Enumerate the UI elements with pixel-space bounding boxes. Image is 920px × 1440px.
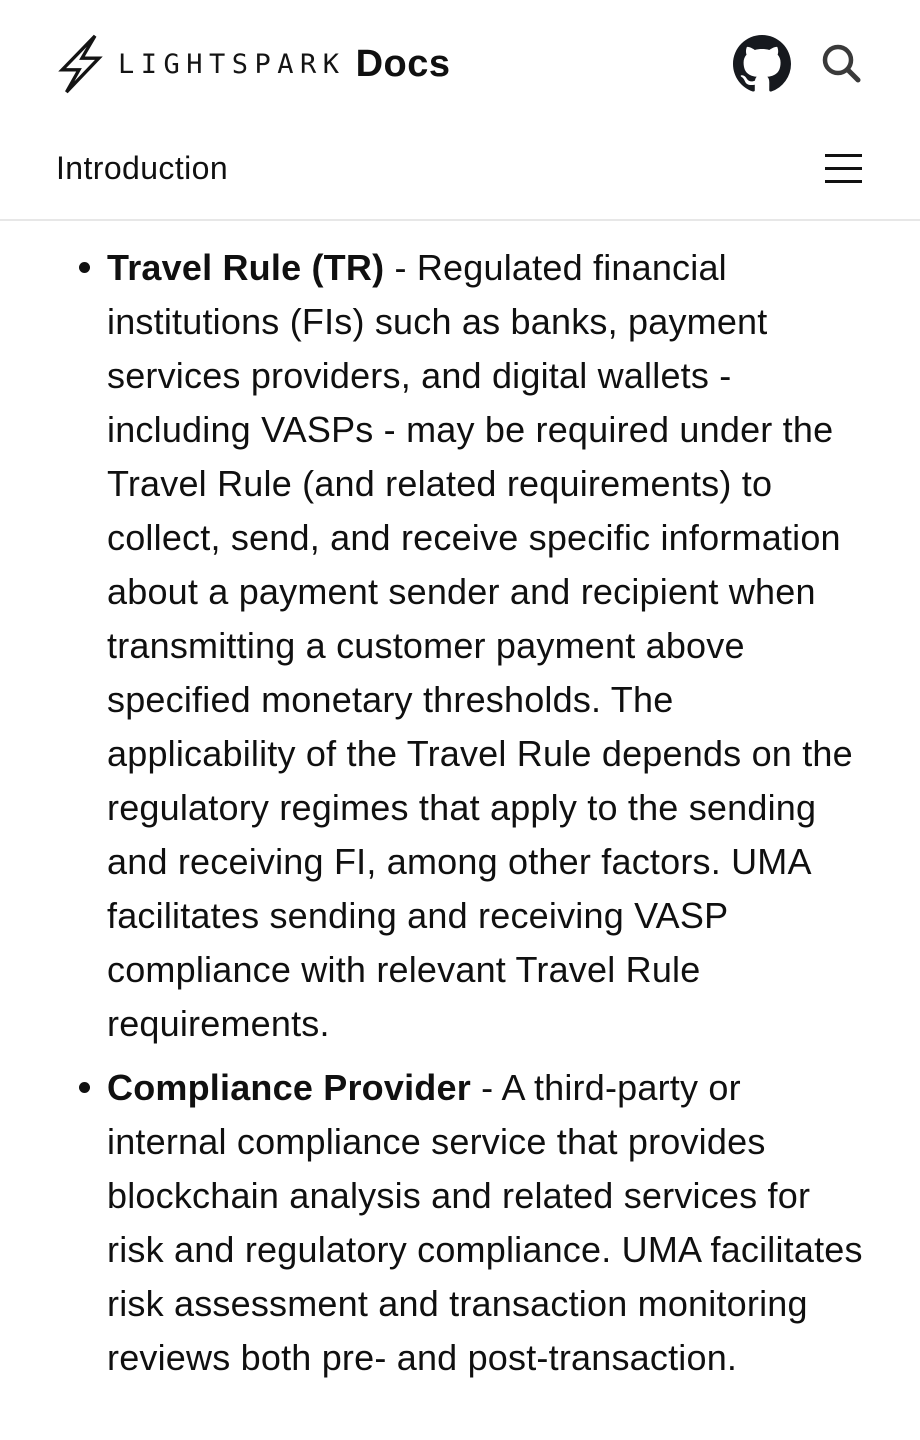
section-title: Introduction <box>56 150 229 186</box>
term-compliance-provider: Compliance Provider <box>107 1067 471 1108</box>
bullet-icon <box>79 1082 90 1093</box>
menu-button[interactable] <box>825 154 862 183</box>
definitions-list <box>107 241 870 1385</box>
brand-link[interactable] <box>56 34 450 94</box>
header-actions <box>733 35 864 93</box>
section-bar <box>56 150 864 219</box>
list-item-compliance-provider <box>107 1061 870 1385</box>
brand-product: Docs <box>355 42 451 85</box>
brand-row <box>56 34 864 94</box>
definition-travel-rule: - Regulated financial institutions (FIs) such as banks, payment services providers, and digital wallets - including VASPs - may be required under the Travel Rule (and related requirements) to collect, send, and receive specific information about a payment sender and recipient when transmitting a customer payment above specified monetary thresholds. The applicability of the Travel Rule depends on the regulatory regimes that apply to the sending and receiving FI, among other factors. UMA facilitates sending and receiving VASP compliance with relevant Travel Rule requirements. <box>107 247 853 1044</box>
lightning-bolt-icon <box>56 34 105 94</box>
site-header <box>0 0 920 219</box>
github-icon <box>733 35 791 93</box>
term-travel-rule: Travel Rule (TR) <box>107 247 385 288</box>
list-item-travel-rule <box>107 241 870 1051</box>
search-icon <box>818 41 864 87</box>
content-area <box>0 221 920 1385</box>
search-button[interactable] <box>818 41 864 87</box>
hamburger-menu-icon <box>825 154 862 157</box>
github-link[interactable] <box>733 35 791 93</box>
bullet-icon <box>79 262 90 273</box>
brand-wordmark: LIGHTSPARK <box>118 48 346 80</box>
definition-compliance-provider: - A third-party or internal compliance service that provides blockchain analysis and related services for risk and regulatory compliance. UMA facilitates risk assessment and transaction monitoring reviews both pre- and post-transaction. <box>107 1067 863 1378</box>
